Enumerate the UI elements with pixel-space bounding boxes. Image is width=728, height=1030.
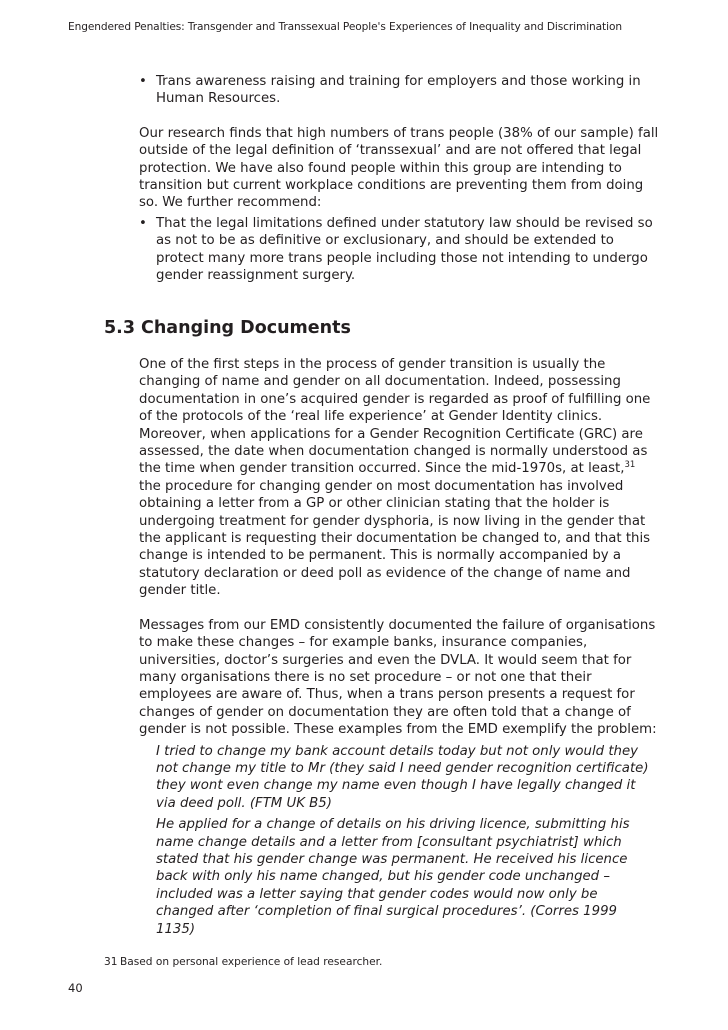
- bullet-icon: •: [139, 215, 147, 231]
- footnote-number: 31: [104, 956, 118, 968]
- paragraph: [139, 356, 659, 600]
- paragraph-text: Our research finds that high numbers of trans people (38% of our sample) fall outside of the legal definition of ‘transsexual’ and are not offered that legal protection. We have also found people within this group are intending to transition but current workplace conditions are preventing them from doing so.: [139, 125, 659, 211]
- paragraph-text: We further recommend:: [162, 195, 322, 211]
- bullet-text: That the legal limitations defined under statutory law should be revised so as not to be as definitive or exclusionary, and should be extended to protect many more trans people including those not intending to undergo gender reassignment surgery.: [156, 215, 653, 284]
- section-heading: [104, 318, 351, 338]
- paragraph-text: One of the first steps in the process of gender transition is usually the changing of name and gender on all documentation. Indeed, possessing documentation in one’s acquired gender is regarded as proof of fulfilling one of the protocols of the ‘real life experience’ at Gender Identity clinics. Moreover, when applications for a Gender Recognition Certificate (GRC) are assessed, the date when documentation changed is normally understood as the time when gender transition occurred. Since the mid-1970s, at least,: [139, 357, 651, 477]
- bullet-text: Trans awareness raising and training for employers and those working in Human Resources.: [156, 74, 641, 107]
- page-number: 40: [68, 981, 83, 995]
- block-quote: I tried to change my bank account details today but not only would they not change my title to Mr (they said I need gender recognition certificate) they wont even change my name even though I have legally changed it via deed poll. (FTM UK B5): [156, 743, 649, 811]
- section-number: 5.3: [104, 318, 136, 338]
- paragraph-text: the procedure for changing gender on most documentation has involved obtaining a letter from a GP or other clinician stating that the holder is undergoing treatment for gender dysphoria, is now living in the gender that the applicant is requesting their documentation be changed to, and that this change is intended to be permanent. This is normally accompanied by a statutory declaration or deed poll as evidence of the change of name and gender title.: [139, 478, 651, 599]
- section-content: [139, 356, 659, 938]
- paragraph: Messages from our EMD consistently documented the failure of organisations to make these changes – for example banks, insurance companies, universities, doctor’s surgeries and even the DVLA. It would seem that for many organisations there is no set procedure – or not one that their employees are aware of. Thus, when a trans person presents a request for changes of gender on documentation they are often told that a change of gender is not possible. These examples from the EMD exemplify the problem:: [139, 617, 657, 738]
- footnote-reference[interactable]: 31: [624, 460, 636, 471]
- block-quote: He applied for a change of details on his driving licence, submitting his name change details and a letter from [consultant psychiatrist] which stated that his gender change was permanent. He received his licence back with only his name changed, but his gender code unchanged – included was a letter saying that gender codes would now only be changed after ‘completion of final surgical procedures’. (Corres 1999 1135): [156, 817, 630, 937]
- list-item: [139, 73, 659, 108]
- upper-content: [139, 73, 659, 284]
- bullet-icon: •: [139, 74, 147, 89]
- section-title: Changing Documents: [141, 318, 351, 338]
- list-item: [139, 215, 659, 285]
- footnote-text: Based on personal experience of lead researcher.: [120, 956, 383, 968]
- paragraph: [139, 125, 659, 212]
- footnote: [104, 956, 382, 968]
- running-header: Engendered Penalties: Transgender and Transsexual People's Experiences of Inequality and Discrimination: [68, 21, 622, 33]
